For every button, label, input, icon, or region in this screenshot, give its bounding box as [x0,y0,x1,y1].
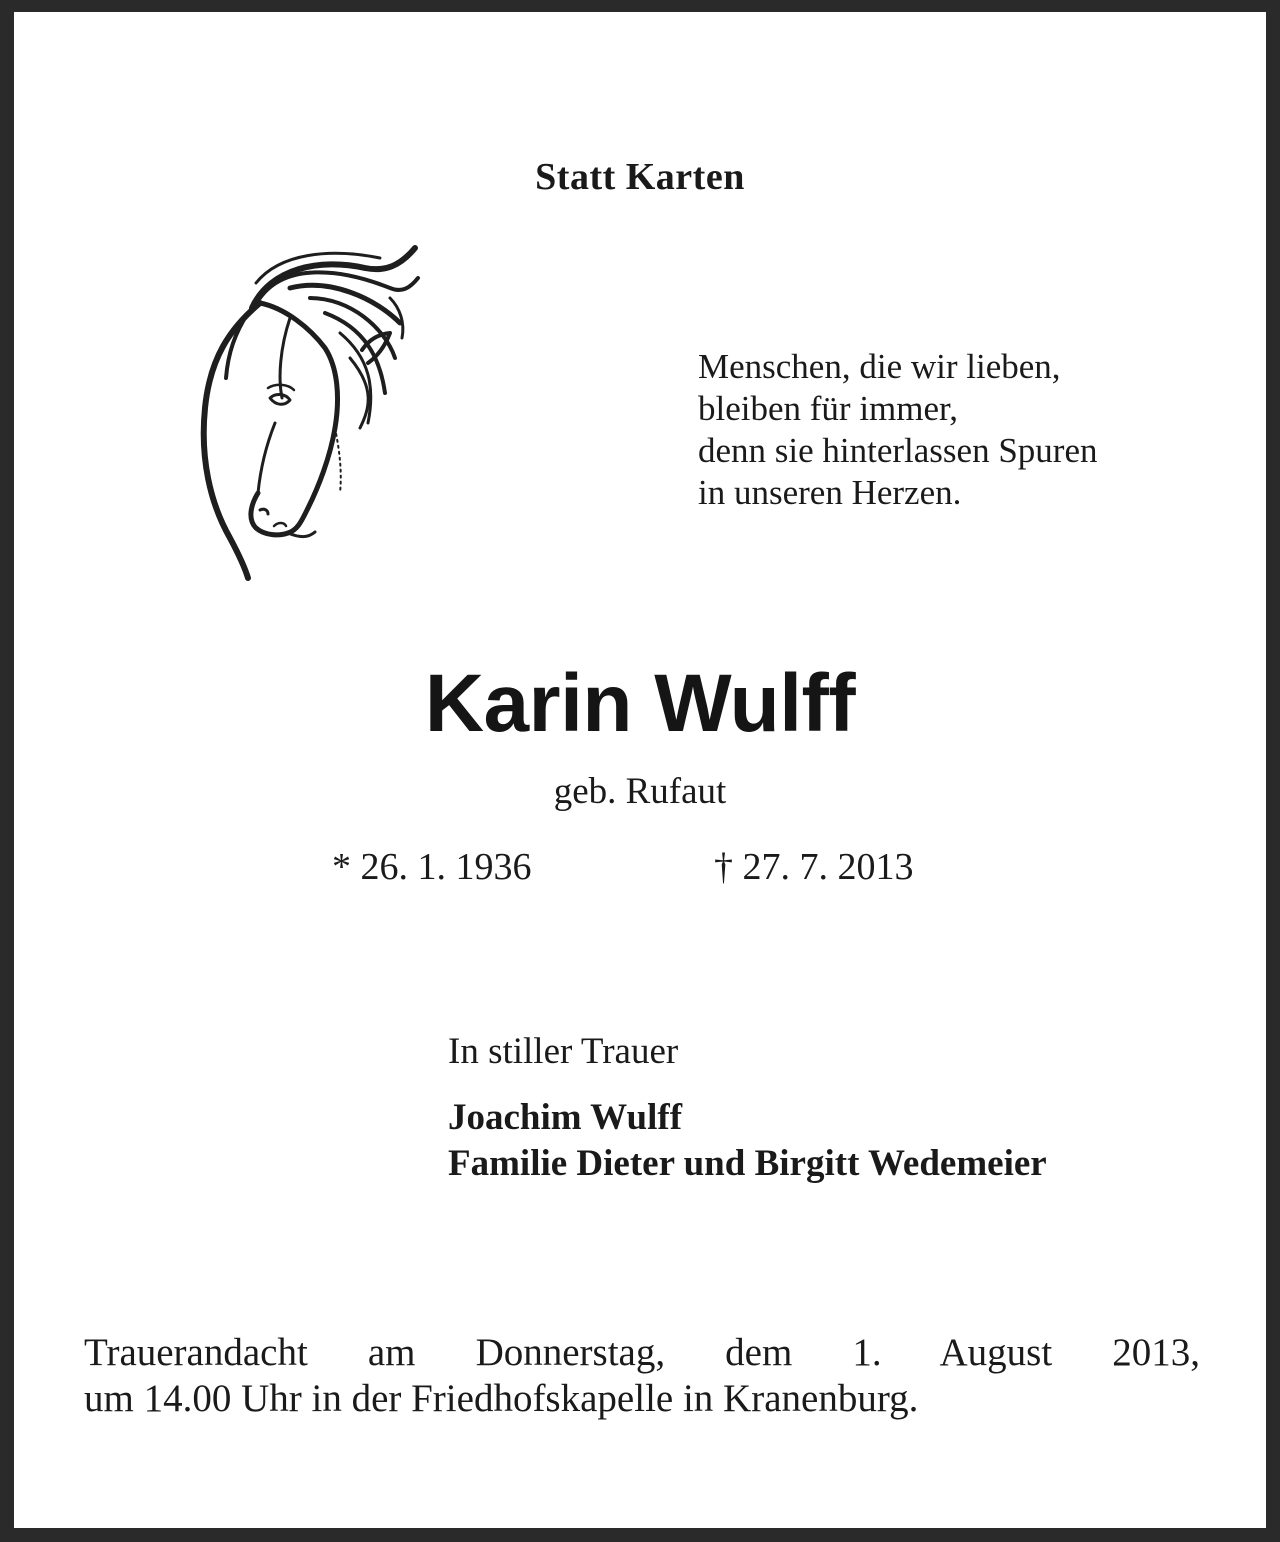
mourning-intro: In stiller Trauer [448,1031,679,1072]
service-info [84,1330,1200,1422]
deceased-name: Karin Wulff [424,658,856,749]
quote-line: in unseren Herzen. [698,473,962,512]
service-line: Trauerandacht am Donnerstag, dem 1. August 2013, [84,1331,1200,1374]
death-date: † 27. 7. 2013 [714,846,914,888]
birth-date: * 26. 1. 1936 [332,846,532,888]
service-line: um 14.00 Uhr in der Friedhofskapelle in Kranenburg. [84,1377,919,1420]
mourner-name: Familie Dieter und Birgitt Wedemeier [448,1143,1047,1184]
quote-line: bleiben für immer, [698,389,959,428]
horse-head-icon [190,238,430,583]
birth-name: geb. Rufaut [553,771,727,812]
quote-line: denn sie hinterlassen Spuren [698,431,1098,470]
mourners-list [448,1095,1047,1187]
mourner-name: Joachim Wulff [448,1097,683,1138]
quote-line: Menschen, die wir lieben, [698,347,1061,386]
header-title: Statt Karten [535,156,745,198]
memorial-quote [698,346,1238,514]
